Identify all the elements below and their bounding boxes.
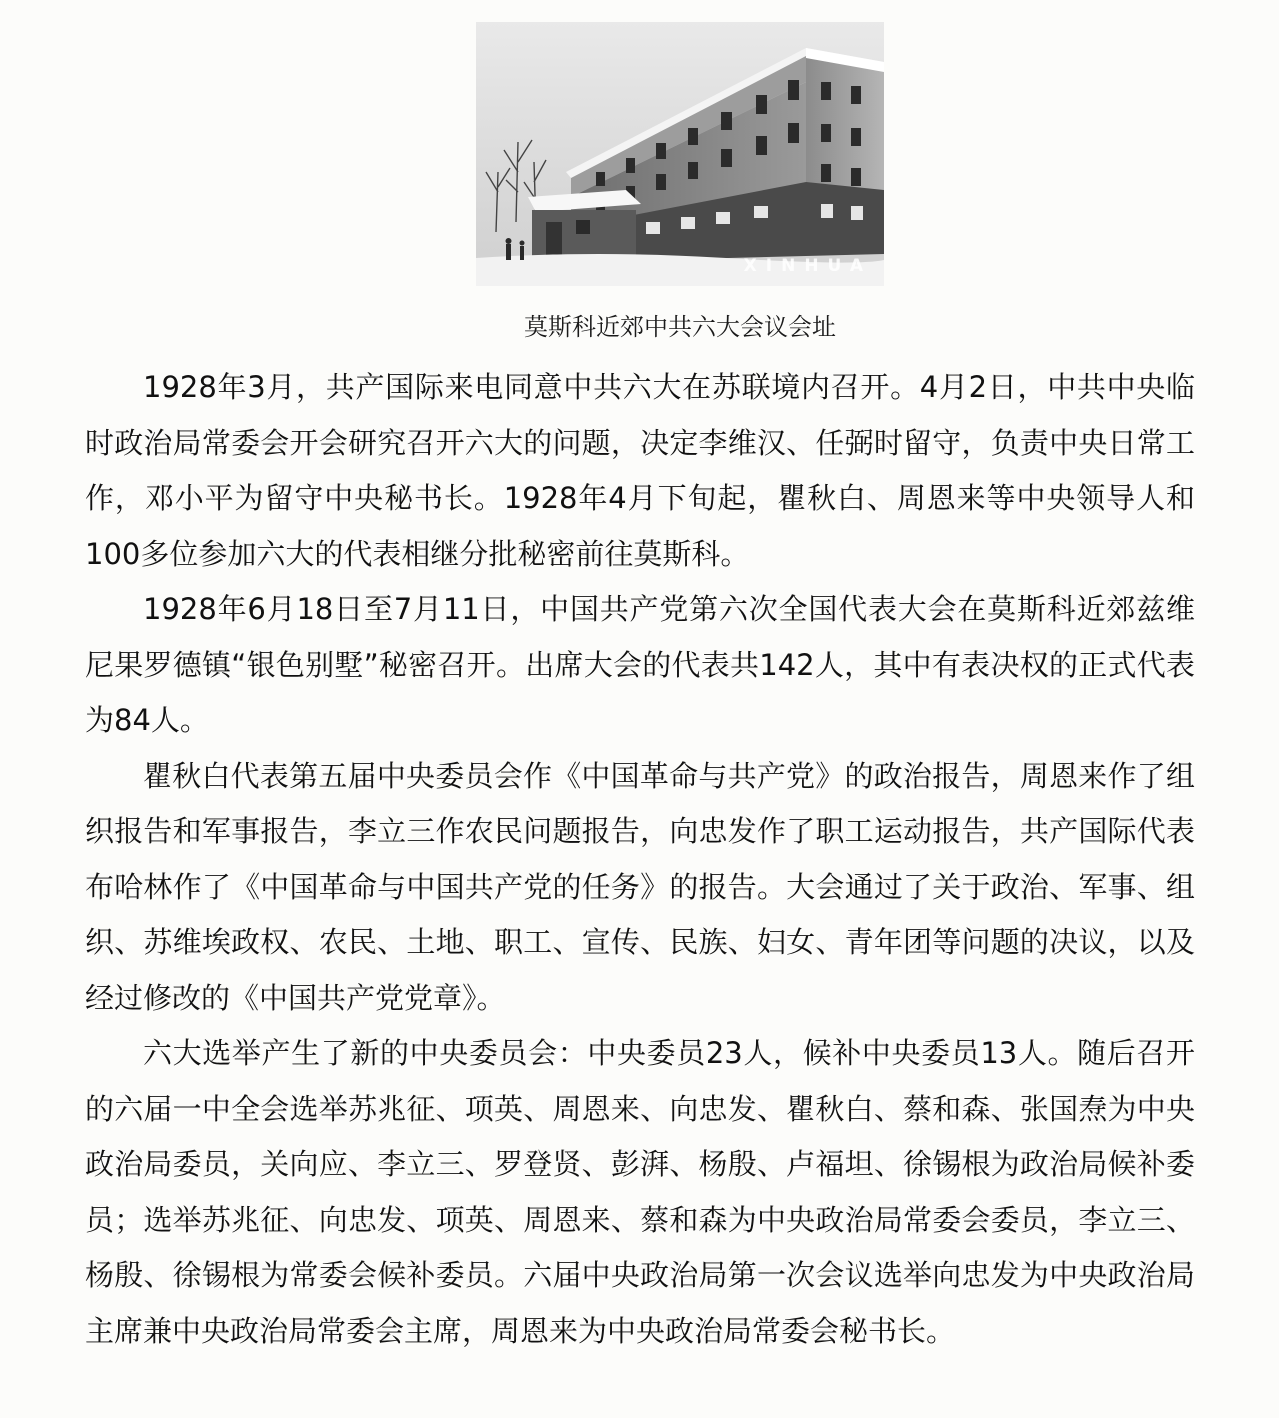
photo-caption: 莫斯科近郊中共六大会议会址 (524, 313, 836, 341)
paragraph-1: 1928年3月，共产国际来电同意中共六大在苏联境内召开。4月2日，中共中央临时政治局常委会开会研究召开六大的问题，决定李维汉、任弼时留守，负责中央日常工作，邓小平为留守中央秘书长。1928年4月下旬起，瞿秋白、周恩来等中央领导人和100多位参加六大的代表相继分批秘密前往莫斯科。 (85, 370, 1195, 571)
photo-watermark: XINHUA (743, 256, 872, 276)
paragraph-4: 六大选举产生了新的中央委员会：中央委员23人，候补中央委员13人。随后召开的六届一中全会选举苏兆征、项英、周恩来、向忠发、瞿秋白、蔡和森、张国焘为中央政治局委员，关向应、李立三、罗登贤、彭湃、杨殷、卢福坦、徐锡根为政治局候补委员；选举苏兆征、向忠发、项英、周恩来、蔡和森为中央政治局常委会委员，李立三、杨殷、徐锡根为常委会候补委员。六届中央政治局第一次会议选举向忠发为中央政治局主席兼中央政治局常委会主席，周恩来为中央政治局常委会秘书长。 (85, 1036, 1195, 1348)
paragraph-3: 瞿秋白代表第五届中央委员会作《中国革命与共产党》的政治报告，周恩来作了组织报告和军事报告，李立三作农民问题报告，向忠发作了职工运动报告，共产国际代表布哈林作了《中国革命与中国共产党的任务》的报告。大会通过了关于政治、军事、组织、苏维埃政权、农民、土地、职工、宣传、民族、妇女、青年团等问题的决议，以及经过修改的《中国共产党党章》。 (85, 758, 1195, 1015)
paragraph-2: 1928年6月18日至7月11日，中国共产党第六次全国代表大会在莫斯科近郊兹维尼果罗德镇“银色别墅”秘密召开。出席大会的代表共142人，其中有表决权的正式代表为84人。 (85, 592, 1195, 737)
article-body (85, 360, 1195, 1359)
building-illustration (476, 22, 884, 286)
meeting-site-photo (476, 22, 884, 286)
